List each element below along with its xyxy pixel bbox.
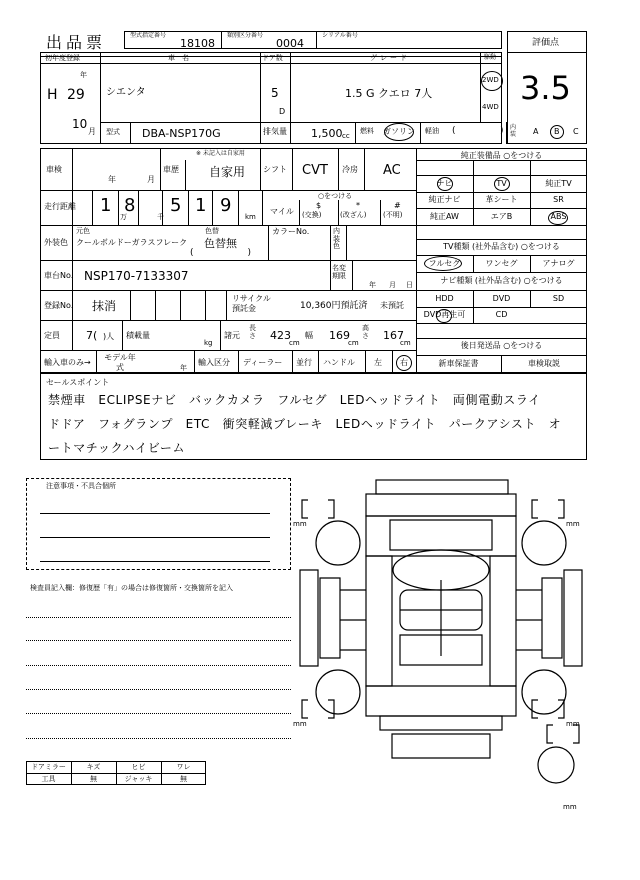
int-b: B <box>554 127 560 136</box>
doc-warranty: 新車保証書 <box>438 359 479 368</box>
docs-title: 後日発送品 ○をつける <box>460 341 543 350</box>
sales-line: 禁煙車 ECLIPSEナビ バックカメラ フルセグ LEDヘッドライト 両側電動スライ <box>48 393 541 407</box>
nav-dvd-play: DVD再生可 <box>423 310 466 319</box>
tire-mm: mm <box>293 520 307 528</box>
recycle-value: 10,360円預託済 <box>300 301 368 311</box>
import-parallel: 並行 <box>296 358 312 367</box>
drive-2wd: 2WD <box>482 76 499 84</box>
mileage-man: 万 <box>120 213 127 221</box>
mileage-sen: 千 <box>157 213 164 221</box>
color-label: 外装色 <box>44 238 68 247</box>
reg-year: 29 <box>67 87 85 103</box>
reg-era: H <box>47 87 58 103</box>
mileage-fumei: (不明) <box>383 211 403 219</box>
drive-label: 駆動 <box>484 54 497 61</box>
load-label: 積載量 <box>126 331 150 340</box>
door-sub: D <box>279 107 286 116</box>
import-dealer: ディーラー <box>243 358 283 367</box>
registration-label: 登録No. <box>44 301 74 310</box>
class-label: 類別区分番号 <box>227 32 264 39</box>
drive-4wd: 4WD <box>482 103 499 111</box>
mileage-kaizan: (改ざん) <box>340 211 367 219</box>
equip-tv: TV <box>496 179 507 188</box>
grade-label: グレード <box>370 54 410 62</box>
transfer-year: 年 <box>369 281 376 289</box>
transfer-label: 名変期限 <box>332 264 346 281</box>
capacity-label: 定員 <box>44 331 60 340</box>
rating-value: 3.5 <box>520 69 571 107</box>
mileage-digit: 8 <box>124 195 136 216</box>
sales-line: ートマチックハイビーム <box>48 441 186 455</box>
import-year: 年 <box>180 364 187 372</box>
legend-cell: ドアミラー <box>31 763 66 771</box>
mileage-label: 走行距離 <box>44 202 76 211</box>
disp-value: 1,500 <box>311 127 343 140</box>
tv-oneseg: ワンセグ <box>485 259 518 268</box>
disp-label: 排気量 <box>263 127 287 136</box>
model-value: DBA-NSP170G <box>142 127 221 140</box>
tire-mm: mm <box>563 803 577 811</box>
tire-mm: mm <box>566 520 580 528</box>
rating-label: 評価点 <box>532 38 560 48</box>
equip-oem-tv: 純正TV <box>545 179 572 188</box>
import-div-label: 輸入区分 <box>198 358 230 367</box>
tv-analog: アナログ <box>542 259 575 268</box>
car-name-label: 車 名 <box>168 54 189 62</box>
nav-hdd: HDD <box>435 294 454 303</box>
usage-value: 自家用 <box>209 165 246 179</box>
inspection-note: ※ 未記入は自家用 <box>196 150 245 157</box>
recycle-unclaimed: 未預託 <box>380 301 404 310</box>
legend-cell: ワレ <box>176 763 191 771</box>
sales-line: ドドア フォグランプ ETC 衝突軽減ブレーキ LEDヘッドライト パークアシスト オ <box>48 417 562 431</box>
shift-label: シフト <box>263 165 287 174</box>
equipment-title: 純正装備品 ○をつける <box>460 151 543 160</box>
interior-color-label: 内装色 <box>333 227 340 251</box>
model-label: 型式 <box>106 128 120 136</box>
legend-cell: ジャッキ <box>124 775 153 783</box>
mileage-digit: 9 <box>220 195 232 216</box>
tire-mm: mm <box>293 720 307 728</box>
paren-close: ) <box>500 126 504 136</box>
mileage-dollar: $ <box>316 201 322 210</box>
tire-mm: mm <box>566 720 580 728</box>
wid-label: 幅 <box>305 331 313 340</box>
mileage-asterisk1: * <box>356 201 360 210</box>
tv-fullseg: フルセグ <box>428 259 461 268</box>
first-reg-label: 初年度登録 <box>45 54 80 62</box>
door-value: 5 <box>271 86 279 100</box>
nav-sd: SD <box>552 294 565 303</box>
caution-box <box>26 478 291 570</box>
hgt-label: 高さ <box>362 324 369 340</box>
len-unit: cm <box>289 339 300 347</box>
caution-label: 注意事項・不具合個所 <box>46 482 116 490</box>
int-c: C <box>573 127 579 136</box>
sales-label: セールスポイント <box>46 378 110 387</box>
registration-value: 抹消 <box>92 299 117 313</box>
reg-month: 10 <box>72 117 88 131</box>
shift-value: CVT <box>302 163 328 178</box>
grade-value: 1.5 G クエロ 7人 <box>345 87 433 100</box>
mileage-asterisk2: # <box>394 201 401 210</box>
legend-cell: 無 <box>90 775 97 783</box>
inspection-label: 車検 <box>46 165 62 174</box>
color-paint-value: 色替無 <box>204 237 237 250</box>
chassis-value: NSP170-7133307 <box>84 269 189 283</box>
serial-label: シリアル番号 <box>322 32 358 39</box>
class-value: 0004 <box>276 37 304 50</box>
page-title: 出品票 <box>46 33 107 52</box>
transfer-day: 日 <box>406 281 413 289</box>
handle-label: ハンドル <box>323 358 355 367</box>
hgt-value: 167 <box>383 329 404 342</box>
mileage-circle-note: ○をつける <box>318 192 353 200</box>
import-model-label: モデル年式 <box>104 353 136 372</box>
nav-type-title: ナビ種類 (社外品含む) ○をつける <box>440 276 563 285</box>
legend-cell: 無 <box>180 775 187 783</box>
type-label: 型式指定番号 <box>130 32 167 39</box>
nav-cd: CD <box>495 310 508 319</box>
inspection-month: 月 <box>147 175 155 184</box>
dims-label: 諸元 <box>224 331 240 340</box>
hgt-unit: cm <box>400 339 411 347</box>
door-label: ドア数 <box>262 54 283 62</box>
colorno-label: カラーNo. <box>272 227 310 236</box>
inspection-year: 年 <box>108 175 116 184</box>
color-paren: ( ) <box>190 248 252 258</box>
reg-year-unit: 年 <box>80 71 87 79</box>
equip-oem-navi: 純正ナビ <box>428 195 461 204</box>
disp-unit: cc <box>342 132 350 140</box>
paren-open: ( <box>452 126 456 136</box>
color-orig-label: 元色 <box>76 227 90 235</box>
reg-month-unit: 月 <box>88 127 96 136</box>
equip-navi: ナビ <box>436 179 453 188</box>
equip-airbag: エアB <box>490 212 513 221</box>
legend-cell: ヒビ <box>131 763 146 771</box>
inspector-label: 検査員記入欄：修復歴「有」の場合は修復箇所・交換箇所を記入 <box>30 584 233 592</box>
mileage-koukan: (交換) <box>302 211 322 219</box>
interior-label: 内装 <box>510 124 517 139</box>
handle-left: 左 <box>374 358 382 367</box>
mileage-digit: 1 <box>195 195 207 216</box>
len-value: 423 <box>270 329 291 342</box>
ac-value: AC <box>383 163 401 178</box>
fuel-label: 燃料 <box>360 127 374 135</box>
car-name-value: シエンタ <box>106 87 146 98</box>
recycle-label: リサイクル預託金 <box>232 294 271 313</box>
ac-label: 冷房 <box>342 165 358 174</box>
mileage-mile: マイル <box>270 207 294 216</box>
doc-manual: 車検取説 <box>528 359 560 368</box>
equip-abs: ABS <box>550 212 567 221</box>
equip-oem-aw: 純正AW <box>430 212 459 221</box>
legend-cell: キズ <box>86 763 101 771</box>
legend-cell: 工具 <box>41 775 56 783</box>
mileage-digit: 5 <box>170 195 182 216</box>
load-unit: kg <box>204 339 213 347</box>
color-orig-value: クールボルドーガラスフレーク <box>76 238 188 247</box>
nav-dvd: DVD <box>492 294 511 303</box>
usage-label: 車歴 <box>163 165 179 174</box>
fuel-value: ガソリン <box>383 127 415 136</box>
import-label: 輸入車のみ→ <box>44 358 91 367</box>
capacity-value: 7( <box>86 329 98 342</box>
capacity-unit: )人 <box>103 332 115 341</box>
equip-leather: 革シート <box>485 195 518 204</box>
wid-unit: cm <box>348 339 359 347</box>
chassis-label: 車台No. <box>44 271 74 280</box>
transfer-month: 月 <box>389 281 396 289</box>
len-label: 長さ <box>249 324 256 340</box>
car-diagram <box>290 470 610 810</box>
color-paint-label: 色替 <box>205 227 219 235</box>
wid-value: 169 <box>329 329 350 342</box>
handle-right: 右 <box>400 358 408 367</box>
equip-sr: SR <box>553 195 564 204</box>
int-a: A <box>533 127 539 136</box>
mileage-digit: 1 <box>100 195 112 216</box>
tv-type-title: TV種類 (社外品含む) ○をつける <box>443 242 560 251</box>
mileage-km: km <box>245 213 256 221</box>
diesel-label: 軽油 <box>425 127 439 135</box>
type-value: 18108 <box>180 37 215 50</box>
